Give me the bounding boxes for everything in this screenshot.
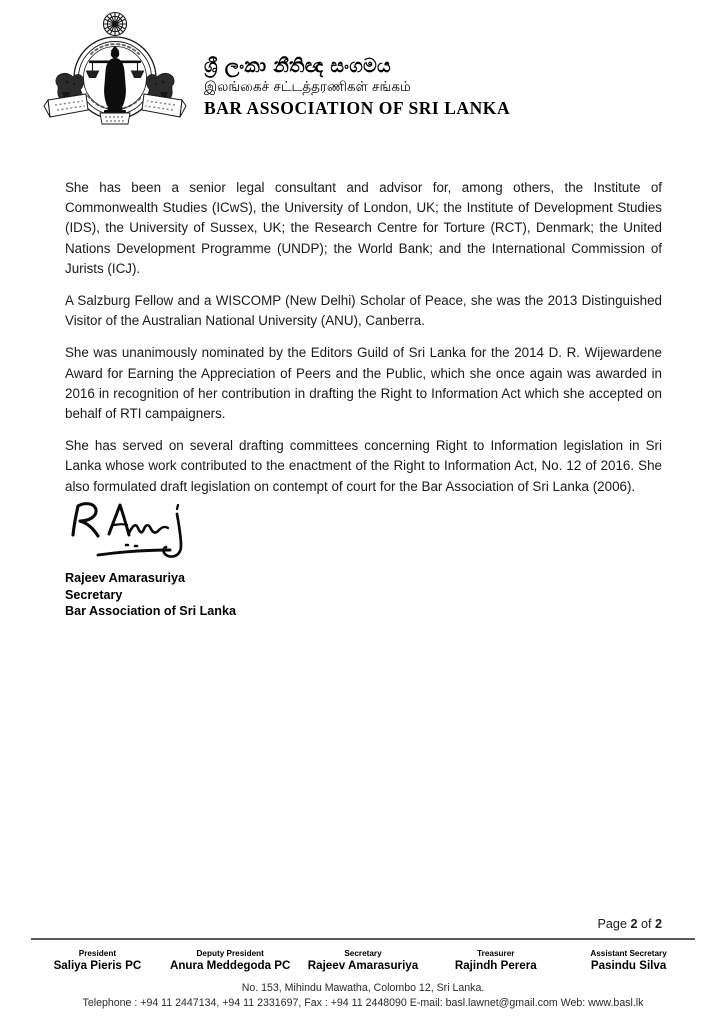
footer-address: No. 153, Mihindu Mawatha, Colombo 12, Sri Lanka.	[241, 982, 485, 994]
officer-name: Rajindh Perera	[454, 959, 537, 972]
organisation-names	[204, 56, 510, 119]
body-paragraph: She has been a senior legal consultant and advisor for, among others, the Institute of Commonwealth Studies (ICwS), the University of London, UK; the Institute of Development Studies (IDS), the University of Sussex, UK; the Research Centre for Torture (RCT), Denmark; the United Nations Development Programme (UNDP); the World Bank; and the International Commission of Jurists (ICJ).	[65, 180, 662, 276]
body-paragraph: A Salzburg Fellow and a WISCOMP (New Delhi) Scholar of Peace, she was the 2013 Distinguished Visitor of the Australian National University (ANU), Canberra.	[65, 293, 662, 329]
officer-deputy-president	[164, 948, 297, 973]
letterhead	[40, 8, 680, 148]
officer-president	[31, 948, 164, 973]
officer-name: Saliya Pieris PC	[53, 959, 142, 972]
footer-contact-block	[31, 981, 695, 1010]
signatory-name: Rajeev Amarasuriya	[65, 571, 185, 585]
bar-association-sri-lanka-emblem	[40, 10, 190, 142]
handwritten-signature	[65, 492, 215, 570]
org-name-english: BAR ASSOCIATION OF SRI LANKA	[204, 98, 511, 119]
footer-divider	[31, 938, 695, 940]
officer-treasurer	[429, 948, 562, 973]
officer-secretary	[297, 948, 430, 973]
org-name-tamil: இலங்கைச் சட்டத்தரணிகள் சங்கம்	[204, 78, 411, 95]
org-name-sinhala: ශ්‍රී ලංකා නීතිඥ සංගමය	[204, 55, 392, 77]
officer-role: Treasurer	[477, 949, 515, 958]
body-paragraph: She was unanimously nominated by the Editors Guild of Sri Lanka for the 2014 D. R. Wijewardene Award for Earning the Appreciation of Peers and the Public, which she once again was awarded in 2016 in recognition of her contribution in drafting the Right to Information Act which she accepted on behalf of RTI campaigners.	[65, 345, 662, 422]
footer-contact-details: Telephone : +94 11 2447134, +94 11 2331697, Fax : +94 11 2448090 E-mail: basl.lawnet@gmail.com Web: www.basl.lk	[82, 996, 644, 1009]
officer-role: President	[78, 949, 117, 958]
page-number-label: Page	[597, 917, 627, 931]
letter-body	[65, 178, 662, 497]
officer-role: Deputy President	[196, 949, 264, 958]
body-paragraph: She has served on several drafting committees concerning Right to Information legislation in Sri Lanka whose work contributed to the enactment of the Right to Information Act, No. 12 of 2016. She also formulated draft legislation on contempt of court for the Bar Association of Sri Lanka (2006).	[65, 438, 662, 494]
signature-block	[65, 492, 365, 620]
officer-name: Rajeev Amarasuriya	[307, 959, 419, 972]
signatory-organisation: Bar Association of Sri Lanka	[65, 604, 236, 618]
page-number-total: 2	[654, 917, 662, 931]
page-number	[598, 917, 662, 931]
signatory-title: Secretary	[65, 587, 123, 602]
office-bearers-row	[31, 948, 695, 973]
officer-role: Secretary	[344, 949, 382, 958]
officer-name: Anura Meddegoda PC	[169, 959, 291, 972]
officer-name: Pasindu Silva	[590, 959, 667, 972]
page-number-current: 2	[630, 917, 638, 931]
officer-role: Assistant Secretary	[590, 949, 667, 958]
officer-assistant-secretary	[562, 948, 695, 973]
page-number-of: of	[640, 917, 652, 931]
